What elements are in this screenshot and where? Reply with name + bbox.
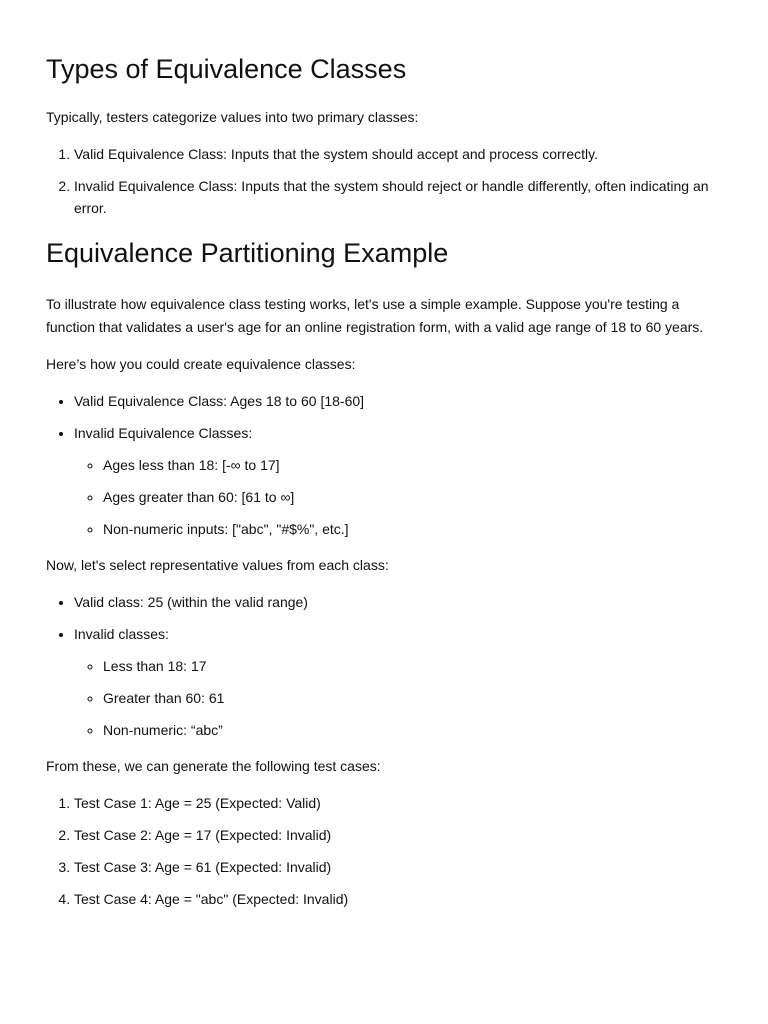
tests-intro-paragraph: From these, we can generate the following test cases: <box>46 758 381 774</box>
types-list <box>46 143 722 219</box>
list-item: • Valid class: 25 (within the valid range) <box>74 591 722 613</box>
list-item: 3. Test Case 3: Age = 61 (Expected: Invalid) <box>74 856 722 878</box>
list-item: ◦ Non-numeric inputs: ["abc", "#$%", etc.] <box>103 518 722 540</box>
section-heading-types: Types of Equivalence Classes <box>46 54 407 84</box>
representative-values-list <box>46 591 722 741</box>
invalid-classes-sublist <box>74 454 722 540</box>
classes-intro-paragraph: Here’s how you could create equivalence classes: <box>46 356 356 372</box>
list-item: 2. Invalid Equivalence Class: Inputs that the system should reject or handle differently, often indicating an error. <box>74 175 722 219</box>
types-intro-paragraph: Typically, testers categorize values into two primary classes: <box>46 109 419 125</box>
invalid-values-label: Invalid classes: <box>74 626 169 642</box>
list-item: ◦ Less than 18: 17 <box>103 655 722 677</box>
list-item: ◦ Ages greater than 60: [61 to ∞] <box>103 486 722 508</box>
equivalence-classes-list <box>46 390 722 540</box>
example-intro-paragraph: To illustrate how equivalence class testing works, let's use a simple example. Suppose you're testing a function that validates a user's age for an online registration form, with a valid age range of 18 to 60 years. <box>46 296 704 335</box>
test-cases-list <box>46 792 722 910</box>
list-item: ◦ Non-numeric: “abc” <box>103 719 722 741</box>
list-item-invalid-classes <box>74 422 722 540</box>
values-intro-paragraph: Now, let's select representative values from each class: <box>46 557 389 573</box>
list-item-invalid-values <box>74 623 722 741</box>
list-item: 4. Test Case 4: Age = "abc" (Expected: Invalid) <box>74 888 722 910</box>
list-item: • Valid Equivalence Class: Ages 18 to 60 [18-60] <box>74 390 722 412</box>
list-item: 1. Valid Equivalence Class: Inputs that the system should accept and process correctly. <box>74 143 722 165</box>
list-item: 1. Test Case 1: Age = 25 (Expected: Valid) <box>74 792 722 814</box>
invalid-classes-label: Invalid Equivalence Classes: <box>74 425 253 441</box>
list-item: ◦ Ages less than 18: [-∞ to 17] <box>103 454 722 476</box>
invalid-values-sublist <box>74 655 722 741</box>
list-item: 2. Test Case 2: Age = 17 (Expected: Invalid) <box>74 824 722 846</box>
list-item: ◦ Greater than 60: 61 <box>103 687 722 709</box>
section-heading-example: Equivalence Partitioning Example <box>46 238 449 268</box>
